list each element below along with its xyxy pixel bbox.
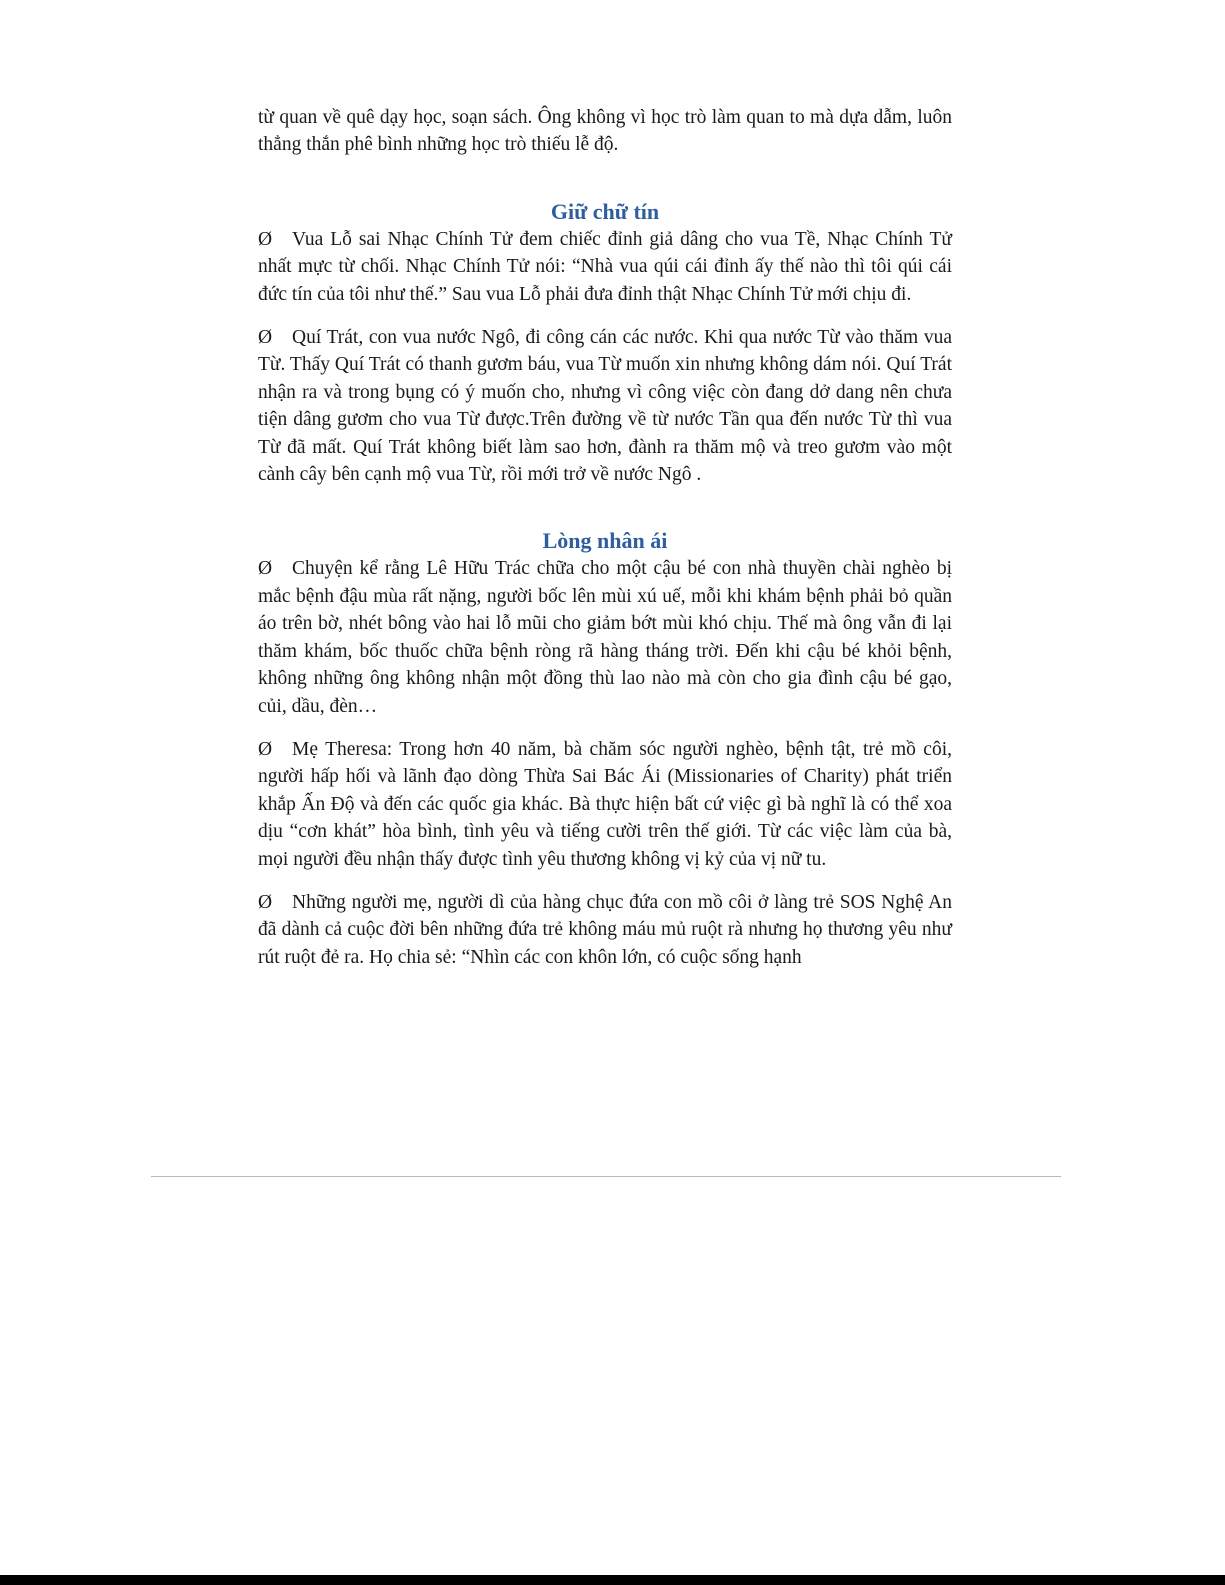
bullet-symbol: Ø — [258, 228, 273, 250]
bullet-symbol: Ø — [258, 558, 273, 580]
document-page — [258, 104, 952, 971]
section-heading-keep-promise: Giữ chữ tín — [550, 198, 660, 224]
section-keep-promise — [258, 198, 952, 489]
section-compassion — [258, 527, 952, 971]
bottom-edge-bar — [0, 1575, 1225, 1585]
paragraph-text: Chuyện kể rằng Lê Hữu Trác chữa cho một cậu bé con nhà thuyền chài nghèo bị mắc bệnh đậu mùa rất nặng, người bốc lên mùi xú uế, mỗi khi khám bệnh phải bỏ quần áo trên bờ, nhét bông vào hai lỗ mũi cho giảm bớt mùi khó chịu. Thế mà ông vẫn đi lại thăm khám, bốc thuốc chữa bệnh ròng rã hàng tháng trời. Đến khi cậu bé khỏi bệnh, không những ông không nhận một đồng thù lao nào mà còn cho gia đình cậu bé gạo, củi, dầu, đèn… — [258, 558, 952, 717]
bullet-symbol: Ø — [258, 891, 273, 913]
section-heading-compassion: Lòng nhân ái — [542, 528, 668, 554]
bullet-paragraph — [258, 324, 952, 488]
paragraph-text: Mẹ Theresa: Trong hơn 40 năm, bà chăm sóc người nghèo, bệnh tật, trẻ mồ côi, người hấp hối và lãnh đạo dòng Thừa Sai Bác Ái (Missionaries of Charity) phát triển khắp Ấn Độ và đến các quốc gia khác. Bà thực hiện bất cứ việc gì bà nghĩ là có thể xoa dịu “cơn khát” hòa bình, tình yêu và tiếng cười trên thế giới. Từ các việc làm của bà, mọi người đều nhận thấy được tình yêu thương không vị kỷ của vị nữ tu. — [258, 738, 952, 870]
bullet-paragraph — [258, 736, 952, 873]
paragraph-text: Những người mẹ, người dì của hàng chục đứa con mồ côi ở làng trẻ SOS Nghệ An đã dành cả cuộc đời bên những đứa trẻ không máu mủ ruột rà nhưng họ thương yêu như rút ruột đẻ ra. Họ chia sẻ: “Nhìn các con khôn lớn, có cuộc sống hạnh — [258, 891, 952, 968]
page-footer-divider — [151, 1176, 1061, 1177]
bullet-paragraph — [258, 226, 952, 308]
paragraph-text: Vua Lỗ sai Nhạc Chính Tử đem chiếc đỉnh giả dâng cho vua Tề, Nhạc Chính Tử nhất mực từ chối. Nhạc Chính Tử nói: “Nhà vua qúi cái đỉnh ấy thế nào thì tôi qúi cái đức tín của tôi như thế.” Sau vua Lỗ phải đưa đỉnh thật Nhạc Chính Tử mới chịu đi. — [258, 228, 952, 305]
bullet-paragraph — [258, 889, 952, 971]
bullet-paragraph — [258, 555, 952, 719]
bullet-symbol: Ø — [258, 327, 273, 349]
bullet-symbol: Ø — [258, 738, 273, 760]
intro-paragraph: từ quan về quê dạy học, soạn sách. Ông không vì học trò làm quan to mà dựa dẫm, luôn thẳng thắn phê bình những học trò thiếu lễ độ. — [258, 107, 952, 156]
paragraph-text: Quí Trát, con vua nước Ngô, đi công cán các nước. Khi qua nước Từ vào thăm vua Từ. Thấy Quí Trát có thanh gươm báu, vua Từ muốn xin nhưng không dám nói. Quí Trát nhận ra và trong bụng có ý muốn cho, nhưng vì công việc còn đang dở dang nên chưa tiện dâng gươm cho vua Từ được.Trên đường về từ nước Tần qua đến nước Từ thì vua Từ đã mất. Quí Trát không biết làm sao hơn, đành ra thăm mộ và treo gươm vào một cành cây bên cạnh mộ vua Từ, rồi mới trở về nước Ngô . — [258, 327, 952, 486]
